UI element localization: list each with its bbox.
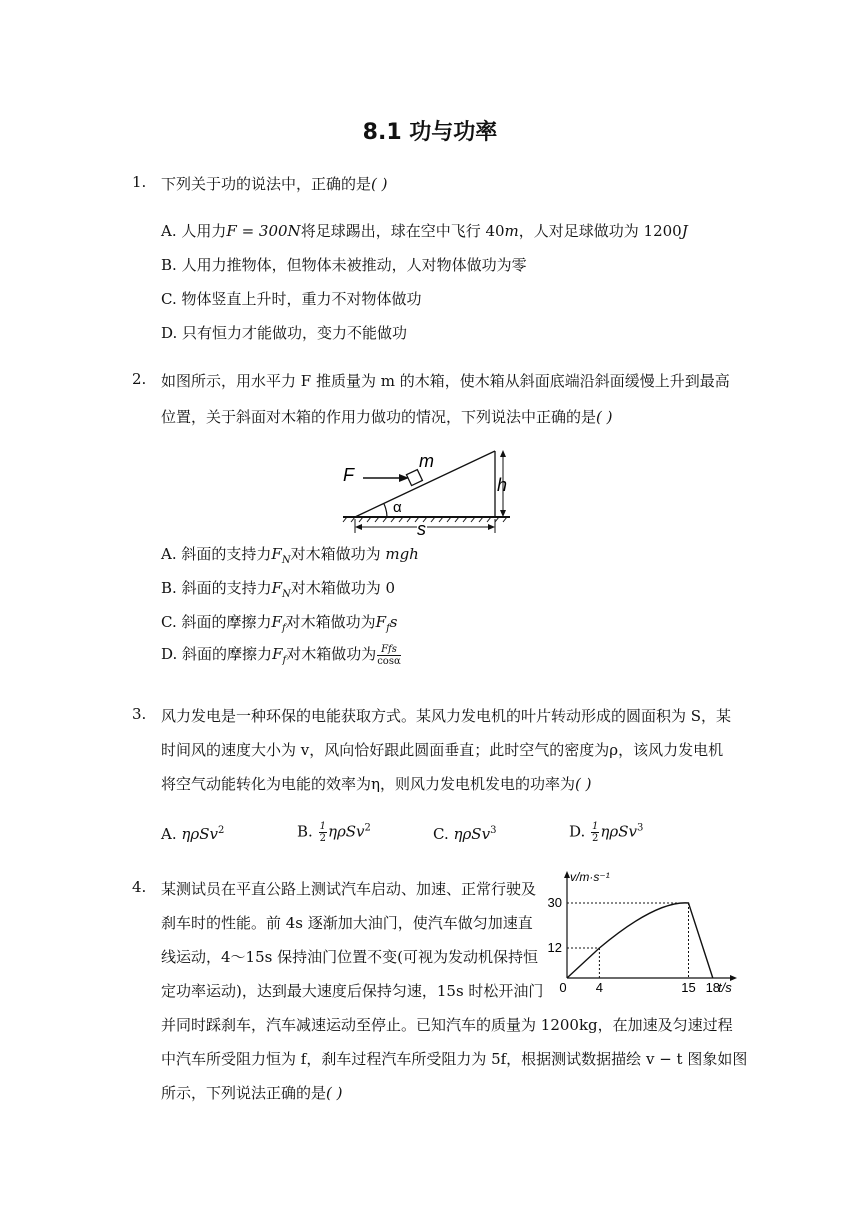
option-value-subscript: f (386, 623, 390, 634)
fraction-denominator: 2 (319, 833, 326, 844)
option-text: 对木箱做功为 (290, 545, 386, 563)
question-1-option-c[interactable] (161, 288, 422, 309)
force-subscript: N (281, 555, 291, 566)
question-3-option-d[interactable] (569, 821, 643, 844)
question-4-paren: ( ) (326, 1084, 343, 1102)
question-4-line-5: 并同时踩刹车，汽车减速运动至停止。已知汽车的质量为 1200kg，在加速及匀速过程 (161, 1016, 733, 1034)
option-exponent: 2 (364, 822, 371, 834)
option-text: 斜面的支持力 (181, 579, 272, 597)
option-expression: ηρSv (181, 825, 218, 843)
box (406, 470, 422, 486)
fraction (591, 821, 599, 844)
question-1-option-d[interactable] (161, 322, 407, 343)
question-3-line-3 (161, 773, 591, 794)
option-text: 对木箱做功为 0 (290, 579, 396, 597)
y-axis-label: v/m·s⁻¹ (570, 870, 610, 884)
x-axis-label: t/s (718, 980, 732, 995)
option-value-s: s (389, 613, 398, 631)
question-1-stem-text: 下列关于功的说法中，正确的是 (161, 175, 372, 193)
question-3-option-c[interactable] (433, 825, 496, 843)
question-4-line-6: 中汽车所受阻力恒为 f，刹车过程汽车所受阻力为 5f，根据测试数据描绘 v − t 图象如图 (161, 1050, 748, 1068)
question-4-line-7-text: 所示，下列说法正确的是 (161, 1084, 327, 1102)
option-text: 对木箱做功为 (285, 613, 376, 631)
question-4-line-2: 刹车时的性能。前 4s 逐渐加大油门，使汽车做匀加速直 (161, 914, 533, 932)
option-text: 只有恒力才能做功，变力不能做功 (182, 324, 408, 342)
x-tick-label: 18 (705, 980, 721, 995)
option-a-unit-m: m (504, 222, 519, 240)
question-1-stem (161, 173, 388, 194)
option-text: 对木箱做功为 (286, 645, 377, 663)
option-text: 斜面的摩擦力 (181, 613, 272, 631)
option-a-text-1: 人用力 (181, 222, 227, 240)
fraction (319, 821, 327, 844)
option-label: C. (161, 290, 177, 308)
option-label: B. (297, 822, 313, 841)
force-symbol: F (272, 645, 283, 663)
option-label: C. (161, 613, 177, 631)
question-2-line-1: 如图所示，用水平力 F 推质量为 m 的木箱，使木箱从斜面底端沿斜面缓慢上升到最高 (161, 372, 730, 390)
question-2-option-c[interactable] (161, 611, 397, 634)
question-4-line-4: 定功率运动)，达到最大速度后保持匀速，15s 时松开油门 (161, 982, 544, 1000)
question-4-line-3: 线运动，4～15s 保持油门位置不变(可视为发动机保持恒 (161, 948, 538, 966)
fraction-numerator: Ffs (377, 644, 401, 656)
label-s: s (417, 519, 426, 535)
option-text: 人用力推物体，但物体未被推动，人对物体做功为零 (181, 256, 527, 274)
force-symbol: F (271, 579, 283, 597)
option-label: B. (161, 579, 177, 597)
question-2-number: 2. (132, 370, 147, 388)
question-3-option-b[interactable] (297, 821, 371, 844)
option-value: mgh (385, 545, 419, 563)
option-a-text-3: ，人对足球做功为 1200 (518, 222, 682, 240)
fraction-numerator: 1 (319, 821, 326, 832)
force-subscript: N (282, 589, 291, 600)
option-expression: ηρSv (600, 822, 637, 841)
option-expression: ηρSv (453, 825, 491, 843)
option-label: D. (161, 324, 178, 342)
vt-chart-axes (564, 871, 737, 981)
force-subscript: f (282, 655, 287, 666)
question-2-line-2-text: 位置，关于斜面对木箱的作用力做功的情况，下列说法中正确的是 (161, 408, 597, 426)
option-label: A. (161, 545, 177, 563)
y-tick-label: 12 (547, 940, 562, 955)
question-2-paren: ( ) (596, 408, 613, 426)
option-label: D. (161, 645, 178, 663)
option-label: C. (433, 825, 449, 843)
fraction-denominator: cosα (377, 655, 401, 667)
option-value: F (375, 613, 387, 631)
series-line (567, 903, 713, 978)
option-a-text-2: 将足球踢出，球在空中飞行 40 (300, 222, 505, 240)
force-symbol: F (271, 545, 282, 563)
question-4-number: 4. (132, 878, 147, 896)
question-1-option-a[interactable] (161, 220, 688, 241)
question-3-number: 3. (132, 705, 147, 723)
fraction (377, 644, 401, 667)
option-exponent: 3 (636, 822, 644, 834)
incline-figure (335, 445, 515, 535)
vt-chart-labels (548, 870, 733, 995)
label-f: F (343, 465, 354, 485)
option-expression: ηρSv (327, 822, 365, 841)
question-2-line-2 (161, 406, 613, 427)
option-exponent: 2 (217, 825, 225, 836)
option-text: 物体竖直上升时，重力不对物体做功 (181, 290, 422, 308)
y-tick-label: 30 (547, 895, 562, 910)
question-4-line-7 (161, 1082, 343, 1103)
vt-chart-series (567, 903, 713, 978)
question-1-option-b[interactable] (161, 254, 527, 275)
label-h: h (497, 475, 508, 495)
question-2-option-b[interactable] (161, 577, 395, 600)
option-a-force: F = 300N (226, 222, 301, 240)
question-3-paren: ( ) (575, 775, 592, 793)
label-alpha: α (393, 499, 402, 516)
option-text: 斜面的摩擦力 (182, 645, 273, 663)
option-label: A. (161, 222, 177, 240)
question-3-line-3-text: 将空气动能转化为电能的效率为η，则风力发电机发电的功率为 (161, 775, 575, 793)
x-tick-label: 0 (559, 980, 567, 995)
question-3-option-a[interactable] (161, 825, 224, 843)
question-2-option-d[interactable] (161, 643, 402, 667)
question-1-number: 1. (132, 173, 147, 191)
vt-chart-guides (567, 903, 689, 978)
option-a-unit-j: J (681, 222, 688, 240)
force-subscript: f (281, 623, 286, 634)
option-exponent: 3 (490, 825, 497, 836)
question-3-line-1: 风力发电是一种环保的电能获取方式。某风力发电机的叶片转动形成的圆面积为 S，某 (161, 707, 732, 725)
fraction-numerator: 1 (592, 821, 599, 832)
question-2-option-a[interactable] (161, 543, 419, 566)
question-4-line-1: 某测试员在平直公路上测试汽车启动、加速、正常行驶及 (161, 880, 537, 898)
page-title: 8.1 功与功率 (362, 120, 498, 145)
label-m: m (419, 451, 434, 471)
option-label: D. (569, 822, 586, 841)
option-text: 斜面的支持力 (181, 545, 272, 563)
vt-chart (540, 868, 740, 998)
x-tick-label: 4 (595, 980, 604, 995)
x-tick-label: 15 (681, 980, 696, 995)
force-symbol: F (271, 613, 282, 631)
question-1-paren: ( ) (371, 175, 388, 193)
option-label: A. (161, 825, 177, 843)
question-3-line-2: 时间风的速度大小为 v，风向恰好跟此圆面垂直；此时空气的密度为ρ，该风力发电机 (161, 741, 724, 759)
fraction-denominator: 2 (592, 833, 599, 844)
option-label: B. (161, 256, 177, 274)
